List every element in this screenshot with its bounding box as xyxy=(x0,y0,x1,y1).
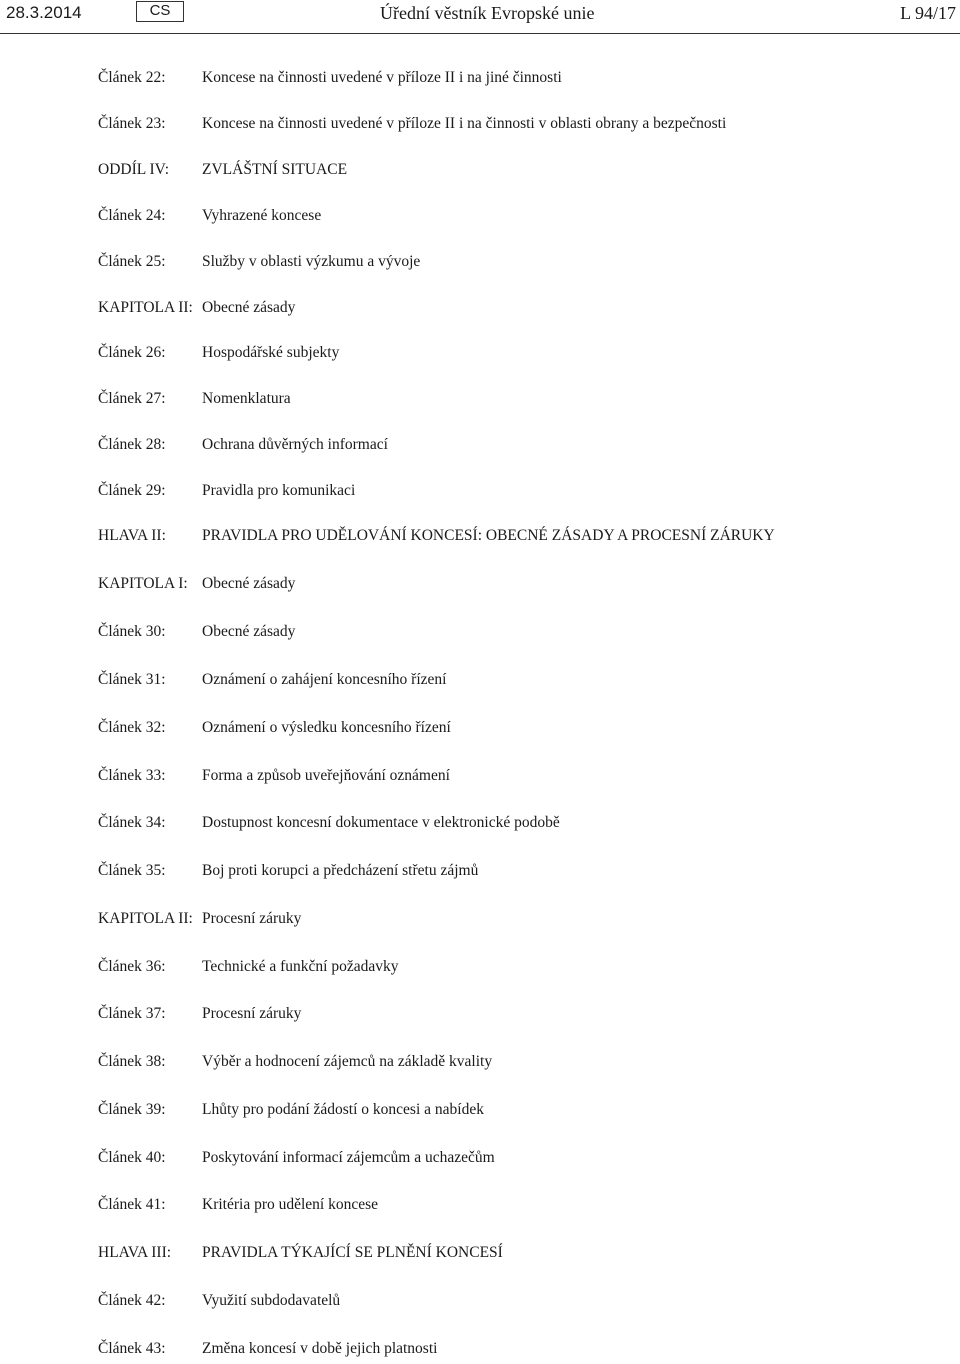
toc-entry-title: Dostupnost koncesní dokumentace v elektronické podobě xyxy=(202,814,560,831)
toc-entry-title: Změna koncesí v době jejich platnosti xyxy=(202,1340,438,1357)
toc-entry xyxy=(0,1196,960,1220)
toc-entry xyxy=(0,344,960,368)
toc-entry-label: Článek 23: xyxy=(98,115,166,132)
toc-entry xyxy=(0,253,960,277)
toc-entry-title: Nomenklatura xyxy=(202,390,291,407)
toc-entry-label: Článek 43: xyxy=(98,1340,166,1357)
toc-entry xyxy=(0,115,960,139)
page-header xyxy=(0,0,960,34)
toc-entry-label: KAPITOLA II: xyxy=(98,299,193,316)
publication-date: 28.3.2014 xyxy=(6,3,82,22)
toc-entry-label: Článek 25: xyxy=(98,253,166,270)
toc-entry xyxy=(0,1149,960,1173)
toc-entry-title: Obecné zásady xyxy=(202,575,296,592)
toc-entry xyxy=(0,958,960,982)
toc-entry-label: Článek 30: xyxy=(98,623,166,640)
toc-entry xyxy=(0,390,960,414)
toc-entry-label: HLAVA II: xyxy=(98,527,166,544)
toc-entry xyxy=(0,1101,960,1125)
toc-entry-label: Článek 35: xyxy=(98,862,166,879)
toc-entry-label: KAPITOLA I: xyxy=(98,575,188,592)
toc-entry-label: Článek 24: xyxy=(98,207,166,224)
language-badge: CS xyxy=(136,1,184,22)
toc-entry-label: Článek 27: xyxy=(98,390,166,407)
toc-entry-title: Obecné zásady xyxy=(202,299,296,316)
toc-entry xyxy=(0,719,960,743)
toc-entry-label: KAPITOLA II: xyxy=(98,910,193,927)
toc-entry-label: Článek 22: xyxy=(98,69,166,86)
toc-entry-label: Článek 37: xyxy=(98,1005,166,1022)
page-number: L 94/17 xyxy=(900,3,956,23)
toc-entry-label: Článek 32: xyxy=(98,719,166,736)
header-rule xyxy=(0,33,960,34)
toc-entry-title: Služby v oblasti výzkumu a vývoje xyxy=(202,253,421,270)
toc-entry xyxy=(0,767,960,791)
toc-entry-label: HLAVA III: xyxy=(98,1244,172,1261)
toc-entry-title: Vyhrazené koncese xyxy=(202,207,322,224)
toc-entry-label: Článek 34: xyxy=(98,814,166,831)
toc-entry-title: Koncese na činnosti uvedené v příloze II i na činnosti v oblasti obrany a bezpečnosti xyxy=(202,115,727,132)
toc-entry xyxy=(0,623,960,647)
toc-entry-title: Využití subdodavatelů xyxy=(202,1292,341,1309)
toc-entry-label: Článek 33: xyxy=(98,767,166,784)
toc-entry-title: Forma a způsob uveřejňování oznámení xyxy=(202,767,450,784)
toc-entry-label: Článek 39: xyxy=(98,1101,166,1118)
toc-entry-title: Procesní záruky xyxy=(202,910,302,927)
toc-entry xyxy=(0,910,960,934)
toc-entry xyxy=(0,527,960,551)
toc-entry-label: Článek 29: xyxy=(98,482,166,499)
toc-entry-title: Boj proti korupci a předcházení střetu zájmů xyxy=(202,862,479,879)
journal-title: Úřední věstník Evropské unie xyxy=(380,3,595,23)
toc-entry-title: Kritéria pro udělení koncese xyxy=(202,1196,379,1213)
toc-entry xyxy=(0,482,960,506)
toc-entry-label: Článek 40: xyxy=(98,1149,166,1166)
toc-entry-label: Článek 41: xyxy=(98,1196,166,1213)
toc-entry xyxy=(0,1053,960,1077)
toc-entry-label: Článek 28: xyxy=(98,436,166,453)
toc-entry-title: Ochrana důvěrných informací xyxy=(202,436,388,453)
toc-entry-title: Obecné zásady xyxy=(202,623,296,640)
toc-entry-label: Článek 36: xyxy=(98,958,166,975)
toc-entry-title: Pravidla pro komunikaci xyxy=(202,482,356,499)
toc-entry-title: Výběr a hodnocení zájemců na základě kvality xyxy=(202,1053,493,1070)
toc-entry xyxy=(0,575,960,599)
toc-entry-title: ZVLÁŠTNÍ SITUACE xyxy=(202,161,348,178)
toc-entry-title: Poskytování informací zájemcům a uchazečům xyxy=(202,1149,495,1166)
toc-entry-title: Hospodářské subjekty xyxy=(202,344,340,361)
toc-entry-label: ODDÍL IV: xyxy=(98,161,170,178)
toc-entry xyxy=(0,1244,960,1268)
toc-entry-title: PRAVIDLA TÝKAJÍCÍ SE PLNĚNÍ KONCESÍ xyxy=(202,1244,503,1261)
toc-entry-label: Článek 42: xyxy=(98,1292,166,1309)
toc-entry-label: Článek 38: xyxy=(98,1053,166,1070)
toc-entry-title: Technické a funkční požadavky xyxy=(202,958,399,975)
toc-entry-title: Koncese na činnosti uvedené v příloze II i na jiné činnosti xyxy=(202,69,562,86)
toc-entry xyxy=(0,1340,960,1364)
toc-entry xyxy=(0,671,960,695)
toc-entry-label: Článek 31: xyxy=(98,671,166,688)
toc-entry-title: PRAVIDLA PRO UDĚLOVÁNÍ KONCESÍ: OBECNÉ ZÁSADY A PROCESNÍ ZÁRUKY xyxy=(202,527,775,544)
toc-entry xyxy=(0,814,960,838)
toc-entry xyxy=(0,299,960,323)
toc-entry xyxy=(0,207,960,231)
toc-entry xyxy=(0,161,960,185)
toc-entry-title: Oznámení o výsledku koncesního řízení xyxy=(202,719,451,736)
toc-entry-title: Procesní záruky xyxy=(202,1005,302,1022)
toc-entry xyxy=(0,436,960,460)
toc-entry xyxy=(0,69,960,93)
toc-entry-title: Lhůty pro podání žádostí o koncesi a nabídek xyxy=(202,1101,484,1118)
toc-entry-title: Oznámení o zahájení koncesního řízení xyxy=(202,671,447,688)
toc-entry xyxy=(0,1005,960,1029)
toc-entry xyxy=(0,1292,960,1316)
toc-entry xyxy=(0,862,960,886)
toc-entry-label: Článek 26: xyxy=(98,344,166,361)
